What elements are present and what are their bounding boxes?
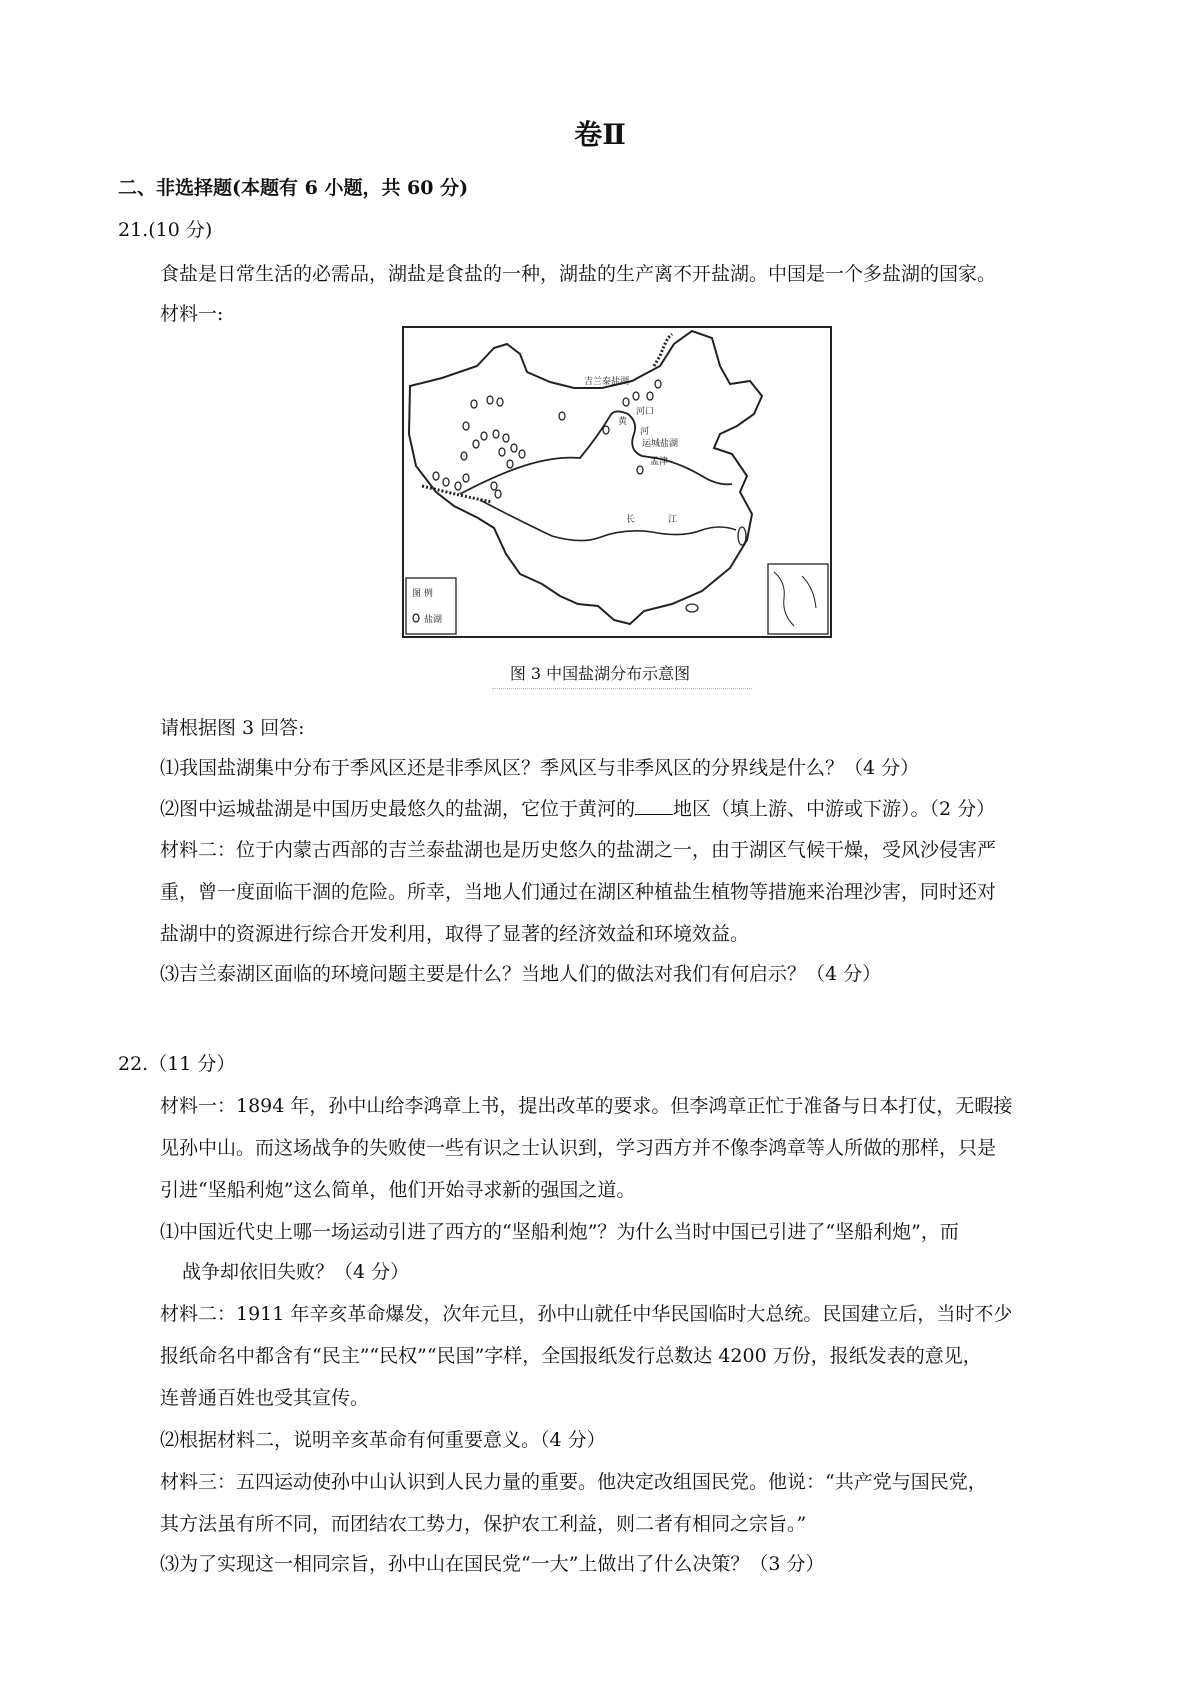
section-heading: 二、非选择题(本题有 6 小题，共 60 分) [118, 177, 469, 199]
label-he: 河 [640, 427, 650, 437]
q21-number: 21.(10 分) [118, 219, 213, 241]
salt-lake-legend-icon [413, 614, 419, 622]
china-salt-lake-map [402, 326, 832, 638]
label-yuncheng: 运城盐湖 [642, 439, 679, 449]
q22-material2-line2: 报纸命名中都含有“民主”“民权”“民国”字样，全国报纸发行总数达 4200 万份，报纸发表的意见， [160, 1345, 982, 1367]
legend-title: 图 例 [412, 589, 433, 599]
q22-material1-line1: 材料一：1894 年，孙中山给李鸿章上书，提出改革的要求。但李鸿章正忙于准备与日本打仗，无暇接 [160, 1095, 1013, 1117]
q21-q1: ⑴我国盐湖集中分布于季风区还是非季风区？季风区与非季风区的分界线是什么？（4 分） [160, 757, 920, 779]
q22-q1-line1: ⑴中国近代史上哪一场运动引进了西方的“坚船利炮”？为什么当时中国已引进了“坚船利炮”，而 [160, 1221, 959, 1243]
label-hekou: 河口 [636, 407, 655, 417]
q22-material1-line3: 引进“坚船利炮”这么简单，他们开始寻求新的强国之道。 [160, 1179, 636, 1201]
q22-material2-line1: 材料二：1911 年辛亥革命爆发，次年元旦，孙中山就任中华民国临时大总统。民国建立后，当时不少 [160, 1303, 1013, 1325]
label-huang: 黄 [618, 417, 628, 427]
map-legend [406, 578, 456, 634]
q21-q3: ⑶吉兰泰湖区面临的环境问题主要是什么？当地人们的做法对我们有何启示？（4 分） [160, 963, 882, 985]
q22-material2-line3: 连普通百姓也受其宣传。 [160, 1387, 370, 1409]
caption-divider [492, 688, 752, 689]
q22-material1-line2: 见孙中山。而这场战争的失败使一些有识之士认识到，学习西方并不像李鸿章等人所做的那样，只是 [160, 1137, 997, 1159]
q21-intro: 食盐是日常生活的必需品，湖盐是食盐的一种，湖盐的生产离不开盐湖。中国是一个多盐湖的国家。 [160, 263, 997, 285]
q22-number: 22.（11 分） [118, 1053, 236, 1075]
label-chang: 长 [626, 515, 636, 525]
label-mengjin: 孟津 [650, 457, 669, 467]
q21-material2-line1: 材料二：位于内蒙古西部的吉兰泰盐湖也是历史悠久的盐湖之一，由于湖区气候干燥，受风沙侵害严 [160, 839, 997, 861]
q21-prompt: 请根据图 3 回答: [160, 717, 305, 739]
q22-q1-line2: 战争却依旧失败？（4 分） [182, 1261, 410, 1283]
q22-material3-line2: 其方法虽有所不同，而团结农工势力，保护农工利益，则二者有相同之宗旨。” [160, 1513, 807, 1535]
label-jiang: 江 [668, 515, 678, 525]
q22-q3: ⑶为了实现这一相同宗旨，孙中山在国民党“一大”上做出了什么决策？（3 分） [160, 1553, 825, 1575]
figure-caption: 图 3 中国盐湖分布示意图 [509, 664, 691, 683]
q22-q2: ⑵根据材料二，说明辛亥革命有何重要意义。（4 分） [160, 1429, 606, 1451]
label-jilantai: 吉兰泰盐湖 [584, 377, 630, 387]
q21-material1-label: 材料一: [160, 303, 224, 325]
q21-q2: ⑵图中运城盐湖是中国历史最悠久的盐湖，它位于黄河的 地区（填上游、中游或下游）。（2 分） [160, 798, 996, 820]
map-figure [402, 326, 832, 638]
q22-material3-line1: 材料三：五四运动使孙中山认识到人民力量的重要。他决定改组国民党。他说：“共产党与国民党， [160, 1471, 987, 1493]
section-title: 卷Ⅱ [574, 118, 626, 151]
legend-item: 盐湖 [424, 615, 443, 625]
q21-material2-line2: 重，曾一度面临干涸的危险。所幸，当地人们通过在湖区种植盐生植物等措施来治理沙害，同时还对 [160, 881, 997, 903]
answer-blank[interactable] [635, 796, 673, 815]
q21-material2-line3: 盐湖中的资源进行综合开发利用，取得了显著的经济效益和环境效益。 [160, 923, 750, 945]
